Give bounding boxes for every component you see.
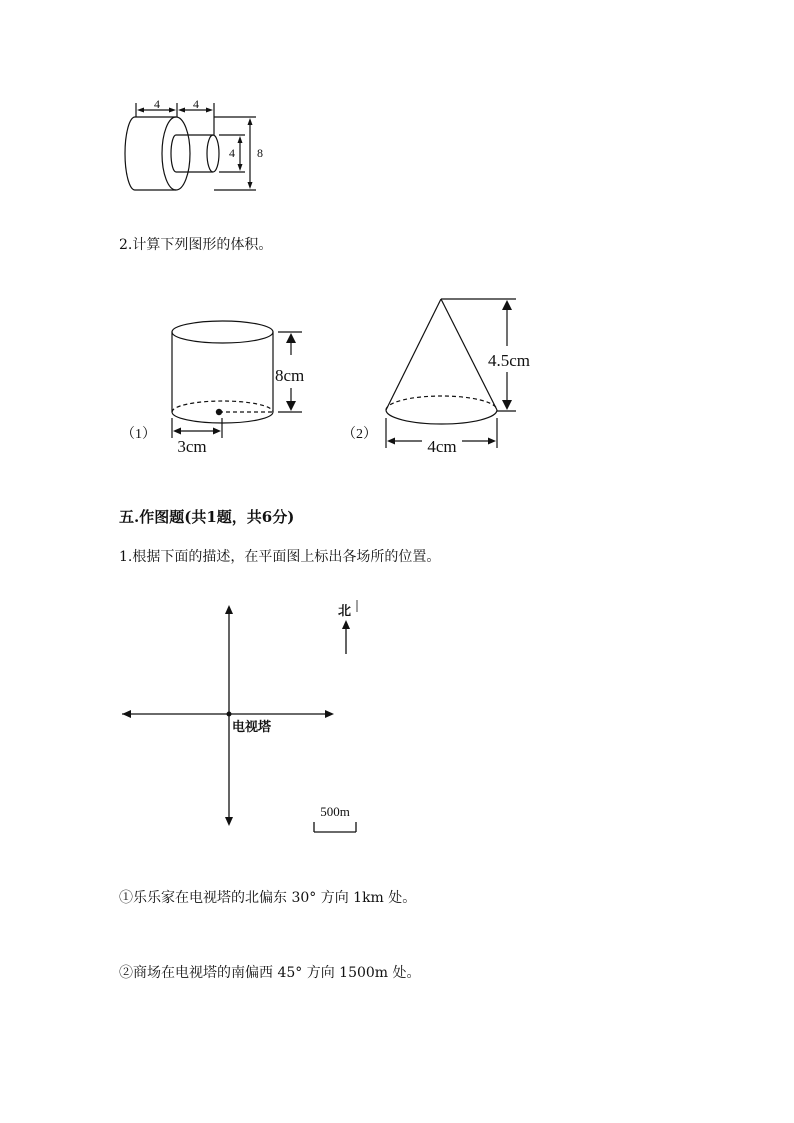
dim-outer-label: 8 (257, 146, 263, 160)
north-label: 北 (338, 604, 352, 619)
question-2-title: 2.计算下列图形的体积。 (119, 237, 273, 253)
cone-index-label: （2） (342, 427, 377, 442)
cylinder-index-label: （1） (121, 427, 156, 442)
dim-left-label: 4 (154, 97, 160, 111)
dim-inner-label: 4 (229, 146, 235, 160)
scale-label: 500m (320, 804, 350, 819)
description-item-2: ②商场在电视塔的南偏西 45° 方向 1500m 处。 (119, 965, 421, 981)
cylinder-height-label: 8cm (275, 366, 305, 385)
dim-right-label: 4 (193, 97, 199, 111)
section-5-heading: 五.作图题(共1题，共6分) (119, 508, 295, 526)
section-5-question-1: 1.根据下面的描述，在平面图上标出各场所的位置。 (119, 549, 441, 565)
description-item-1: ①乐乐家在电视塔的北偏东 30° 方向 1km 处。 (119, 890, 417, 906)
cylinder-radius-label: 3cm (177, 437, 207, 456)
cone-diameter-label: 4cm (427, 437, 457, 456)
tv-tower-label: 电视塔 (232, 720, 272, 735)
cone-height-label: 4.5cm (488, 351, 531, 370)
